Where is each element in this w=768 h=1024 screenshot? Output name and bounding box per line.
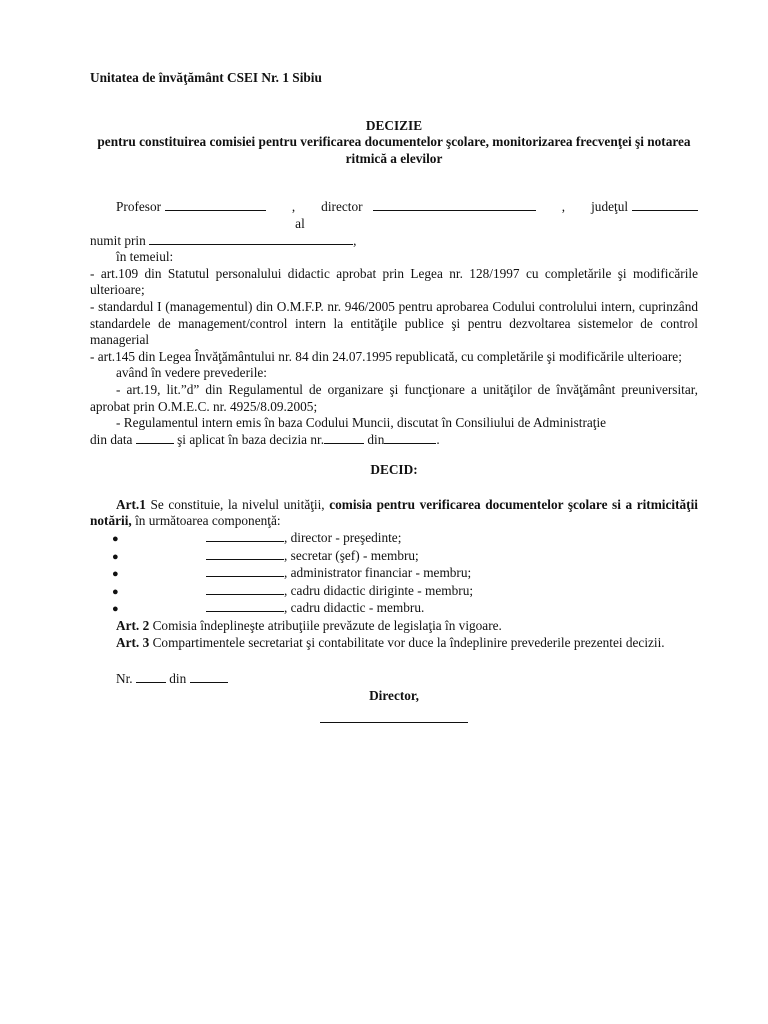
- din-data-label: din data: [90, 431, 133, 447]
- member-role: , director - preşedinte;: [284, 530, 402, 546]
- footer-din-label: din: [169, 671, 187, 687]
- profesor-label: Profesor: [116, 199, 162, 215]
- list-item: [90, 565, 698, 583]
- considering-item-2: - Regulamentul intern emis în baza Codului Muncii, discutat în Consiliului de Administraţie: [116, 415, 607, 431]
- member-role: , cadru didactic diriginte - membru;: [284, 582, 474, 598]
- date-blank: [136, 432, 174, 444]
- art2-text: Comisia îndeplineşte atribuţiile prevăzute de legislaţia în vigoare.: [152, 618, 502, 634]
- appointment-line: Profesor , director al , judeţul: [90, 199, 698, 232]
- list-item: [90, 600, 698, 618]
- list-item: [90, 548, 698, 566]
- art1-label: Art.1: [116, 496, 146, 512]
- bullet-icon: ●: [112, 585, 119, 598]
- footer-date-blank: [190, 671, 228, 683]
- document-page: [90, 70, 698, 723]
- profesor-blank: [165, 199, 266, 211]
- numit-prin-line: numit prin ,: [90, 232, 357, 248]
- decision-date-blank: [384, 432, 436, 444]
- member-blank: [206, 600, 284, 612]
- member-blank: [206, 530, 284, 542]
- member-role: , cadru didactic - membru.: [284, 600, 425, 616]
- considering-label: având în vedere prevederile:: [116, 365, 267, 381]
- nr-label: Nr.: [116, 671, 133, 687]
- regulation-date-line: din data şi aplicat în baza decizia nr. din .: [90, 431, 440, 447]
- art1-commission: comisia pentru verificarea documentelor şcolare si a ritmicităţii notării,: [90, 496, 698, 529]
- art3-text: Compartimentele secretariat şi contabilitate vor duce la îndeplinire prevederile prezentei decizii.: [152, 634, 665, 650]
- unit-header: Unitatea de învăţământ CSEI Nr. 1 Sibiu: [90, 70, 322, 85]
- member-blank: [206, 565, 284, 577]
- decision-subtitle: pentru constituirea comisiei pentru verificarea documentelor şcolare, monitorizarea frecvenţei şi notarea ritmică a elevilor: [97, 134, 691, 166]
- member-blank: [206, 583, 284, 595]
- member-list: [90, 530, 698, 618]
- member-blank: [206, 548, 284, 560]
- director-al-label: director al: [295, 199, 363, 231]
- decision-title: DECIZIE: [365, 117, 423, 133]
- member-role: , administrator financiar - membru;: [284, 565, 472, 581]
- art3-label: Art. 3: [116, 634, 150, 650]
- article-3: [90, 635, 698, 652]
- judetul-label: judeţul: [591, 199, 629, 215]
- legal-basis-2: - standardul I (managementul) din O.M.F.P. nr. 946/2005 pentru aprobarea Codului controlului intern, cuprinzând standardele de management/control intern la entităţile publice şi pentru dezvoltarea sistemelor de control managerial: [90, 298, 698, 348]
- registration-line: [90, 671, 698, 688]
- article-1: [90, 497, 698, 530]
- director-signature-label: Director,: [369, 687, 419, 703]
- decid-heading: DECID:: [370, 462, 418, 478]
- nr-blank: [136, 671, 166, 683]
- bullet-icon: ●: [112, 603, 119, 616]
- bullet-icon: ●: [112, 550, 119, 563]
- list-item: [90, 583, 698, 601]
- member-role: , secretar (şef) - membru;: [284, 547, 419, 563]
- judet-blank: [632, 199, 698, 211]
- signature-line: [320, 714, 468, 723]
- legal-basis-1: - art.109 din Statutul personalului didactic aprobat prin Legea nr. 128/1997 cu completările şi modificările ulterioare;: [90, 265, 698, 298]
- art1-text1: Se constituie, la nivelul unităţii,: [150, 496, 325, 512]
- din-label: din: [367, 431, 385, 447]
- numit-prin-blank: [149, 233, 353, 245]
- numit-prin-label: numit prin: [90, 232, 146, 248]
- list-item: [90, 530, 698, 548]
- bullet-icon: ●: [112, 533, 119, 546]
- decision-nr-blank: [324, 432, 364, 444]
- article-2: [90, 618, 698, 635]
- bullet-icon: ●: [112, 568, 119, 581]
- art1-text2: în următoarea componenţă:: [135, 513, 281, 529]
- si-aplicat-label: şi aplicat în baza decizia nr.: [177, 431, 325, 447]
- unit-blank: [373, 199, 536, 211]
- in-temeiul-label: în temeiul:: [116, 249, 174, 265]
- legal-basis-3: - art.145 din Legea Învăţământului nr. 84 din 24.07.1995 republicată, cu completările şi modificările ulterioare;: [90, 348, 682, 364]
- art2-label: Art. 2: [116, 618, 150, 634]
- considering-item-1: - art.19, lit.”d” din Regulamentul de organizare şi funcţionare a unităţilor de învăţământ preuniversitar, aprobat prin O.M.E.C. nr. 4925/8.09.2005;: [90, 381, 698, 414]
